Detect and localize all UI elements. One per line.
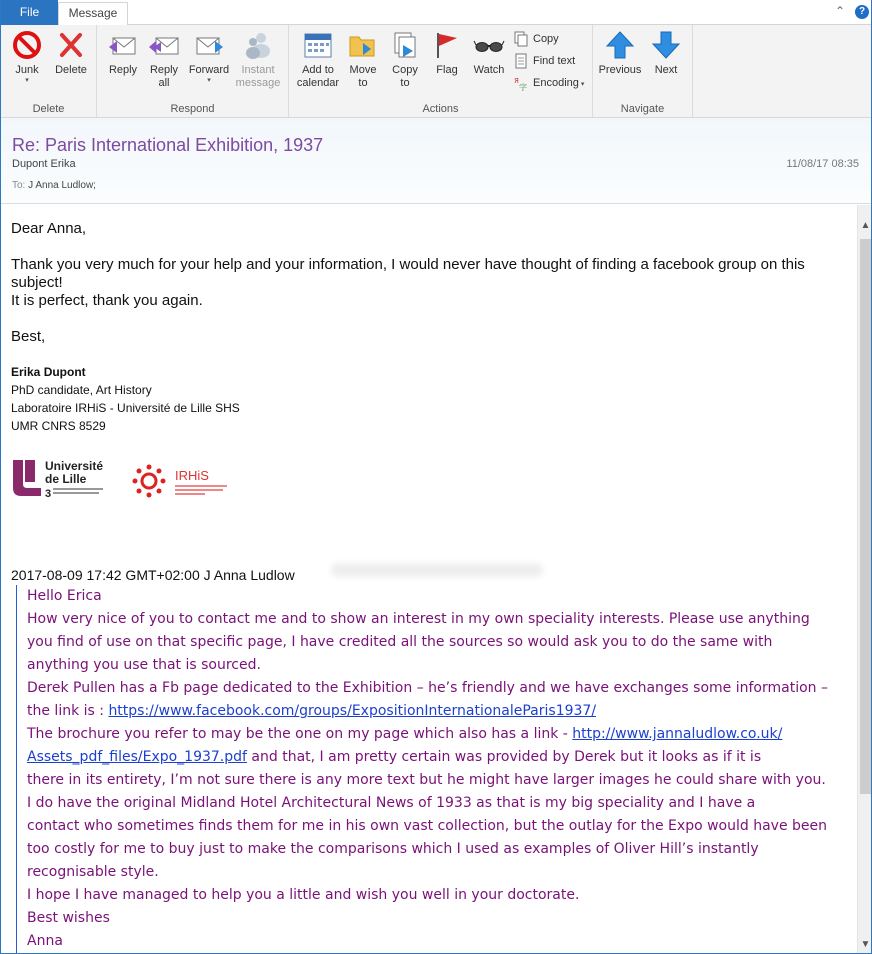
facebook-group-link[interactable]: https://www.facebook.com/groups/ExpositionInternationaleParis1937/ [108, 703, 597, 719]
junk-icon [11, 29, 43, 61]
message-header [1, 118, 872, 204]
vertical-scrollbar[interactable] [857, 205, 872, 954]
quoted-message [16, 585, 856, 954]
quote-line: you find of use on that specific page, I have credited all the sources so would ask you to do the same with [27, 634, 773, 650]
group-label-delete: Delete [32, 103, 65, 115]
delete-label: Delete [55, 64, 87, 76]
find-text-button[interactable] [513, 52, 575, 70]
instant-message-button[interactable] [233, 29, 283, 90]
logo-ul-text-1: Université [45, 459, 104, 473]
watch-glasses-icon [473, 29, 505, 61]
copy-to-icon [389, 29, 421, 61]
find-text-label: Find text [533, 55, 576, 67]
move-label-2: to [358, 77, 368, 89]
recipient-name[interactable]: J Anna Ludlow; [28, 180, 96, 191]
flag-icon [431, 29, 463, 61]
watch-button[interactable] [469, 29, 509, 77]
copy-icon [513, 31, 529, 47]
instant-message-icon [242, 29, 274, 61]
flag-button[interactable] [427, 29, 467, 77]
body-paragraph-2: It is perfect, thank you again. [11, 292, 203, 309]
quote-line [27, 723, 857, 746]
ribbon-tab-bar [1, 0, 872, 25]
quote-line [27, 700, 857, 723]
previous-button[interactable] [597, 29, 643, 77]
group-delete [1, 25, 97, 118]
quote-line: I hope I have managed to help you a little and wish you well in your doctorate. [27, 887, 580, 903]
instant-label-2: message [235, 77, 281, 89]
watch-label: Watch [473, 64, 505, 76]
next-button[interactable] [645, 29, 687, 77]
junk-button[interactable]: Junk ▾ [9, 29, 45, 85]
signature-name-text: Erika Dupont [11, 365, 86, 379]
quote-line [27, 746, 857, 769]
quote-text: The brochure you refer to may be the one on my page which also has a link - [27, 726, 573, 742]
quote-line: too costly for me to buy just to make the comparisons which I used as examples of Oliver Hill’s instantly [27, 841, 759, 857]
copy-to-button[interactable] [385, 29, 425, 90]
arrow-down-icon [650, 29, 682, 61]
quote-header: 2017-08-09 17:42 GMT+02:00 J Anna Ludlow [11, 567, 295, 583]
closing: Best, [11, 328, 46, 345]
message-body [1, 205, 857, 954]
quote-text: and that, I am pretty certain was provided by Derek but it looks as if it is [246, 749, 762, 765]
quote-line: Anna [27, 933, 63, 949]
quote-line: recognisable style. [27, 864, 159, 880]
help-icon[interactable]: ? [855, 5, 869, 19]
reply-all-icon [148, 29, 180, 61]
forward-label: Forward [188, 64, 230, 76]
quote-line: anything you use that is sourced. [27, 657, 261, 673]
ribbon [1, 25, 872, 118]
reply-all-label-2: all [158, 77, 170, 89]
quote-line: contact who sometimes finds them for me in his own vast collection, but the outlay for the Expo would have been [27, 818, 827, 834]
delete-icon [55, 29, 87, 61]
reply-icon [107, 29, 139, 61]
tab-message[interactable]: Message [58, 2, 128, 26]
flag-label: Flag [436, 64, 458, 76]
copy-button[interactable] [513, 30, 559, 48]
reply-button[interactable] [103, 29, 143, 77]
greeting: Dear Anna, [11, 220, 87, 237]
body-paragraph-1-line-1: Thank you very much for your help and your information, I would never have thought of finding a facebook group on this [11, 256, 805, 273]
copy-label: Copy [533, 33, 559, 45]
quote-line: there in its entirety, I’m not sure there is any more text but he might have larger images he could share with you. [27, 772, 826, 788]
signature-name [11, 363, 86, 381]
previous-label: Previous [598, 64, 642, 76]
arrow-up-icon [604, 29, 636, 61]
add-cal-label-1: Add to [302, 64, 334, 76]
move-to-button[interactable] [343, 29, 383, 90]
quote-line: Hello Erica [27, 588, 102, 604]
message-date: 11/08/17 08:35 [786, 158, 859, 170]
reply-all-button[interactable] [143, 29, 185, 90]
move-label-1: Move [349, 64, 377, 76]
universite-de-lille-logo [11, 458, 111, 500]
quote-line: I do have the original Midland Hotel Architectural News of 1933 as that is my big speciality and I have a [27, 795, 756, 811]
recipient-line [12, 180, 96, 191]
body-paragraph-1-line-2: subject! [11, 274, 63, 291]
tab-file[interactable]: File [1, 0, 58, 25]
move-to-folder-icon [347, 29, 379, 61]
group-actions [289, 25, 593, 118]
brochure-link-part-1[interactable]: http://www.jannaludlow.co.uk/ [572, 726, 783, 742]
encoding-label: Encoding [533, 77, 579, 89]
find-text-icon [513, 53, 529, 69]
signature-title: PhD candidate, Art History [11, 383, 152, 397]
group-respond [97, 25, 289, 118]
scroll-down-icon[interactable]: ▼ [860, 939, 871, 950]
scroll-up-icon[interactable]: ▲ [860, 220, 871, 231]
next-label: Next [654, 64, 678, 76]
svg-text:字: 字 [519, 83, 527, 91]
to-label: To: [12, 180, 26, 191]
group-label-actions: Actions [422, 103, 459, 115]
reply-all-label-1: Reply [149, 64, 179, 76]
message-sender[interactable]: Dupont Erika [12, 158, 76, 170]
instant-label-1: Instant [241, 64, 275, 76]
add-to-calendar-button[interactable] [293, 29, 343, 90]
scrollbar-thumb[interactable] [860, 239, 871, 794]
copy-to-label-2: to [400, 77, 410, 89]
svg-text:Я: Я [514, 77, 519, 85]
logo-ul-text-3: 3 [45, 488, 52, 500]
calendar-icon [302, 29, 334, 61]
irhis-logo [129, 463, 235, 499]
add-cal-label-2: calendar [296, 77, 340, 89]
message-subject: Re: Paris International Exhibition, 1937 [12, 135, 324, 155]
reply-label: Reply [108, 64, 138, 76]
group-label-respond: Respond [170, 103, 215, 115]
signature-umr: UMR CNRS 8529 [11, 419, 106, 433]
encoding-icon [513, 75, 529, 91]
encoding-button[interactable]: Я 字 Encoding ▾ [514, 77, 585, 91]
quote-line: Derek Pullen has a Fb page dedicated to the Exhibition – he’s friendly and we have exchanges some information – [27, 680, 828, 696]
brochure-link-part-2[interactable]: Assets_pdf_files/Expo_1937.pdf [27, 749, 247, 765]
logo-ul-text-2: de Lille [45, 472, 87, 486]
quote-text: the link is : [27, 703, 109, 719]
group-label-navigate: Navigate [620, 103, 665, 115]
group-navigate [593, 25, 693, 118]
logo-irhis-text: IRHiS [175, 468, 209, 483]
redacted-email [331, 563, 543, 577]
quote-line: Best wishes [27, 910, 110, 926]
forward-button[interactable]: Forward ▾ [185, 29, 233, 85]
copy-to-label-1: Copy [392, 64, 418, 76]
delete-button[interactable] [51, 29, 91, 77]
quote-line: How very nice of you to contact me and to show an interest in my own speciality interests. Please use anything [27, 611, 810, 627]
forward-icon [193, 29, 225, 61]
signature-lab: Laboratoire IRHiS - Université de Lille SHS [11, 401, 240, 415]
junk-label: Junk [15, 64, 39, 76]
minimize-ribbon-icon[interactable]: ⌃ [834, 4, 845, 18]
